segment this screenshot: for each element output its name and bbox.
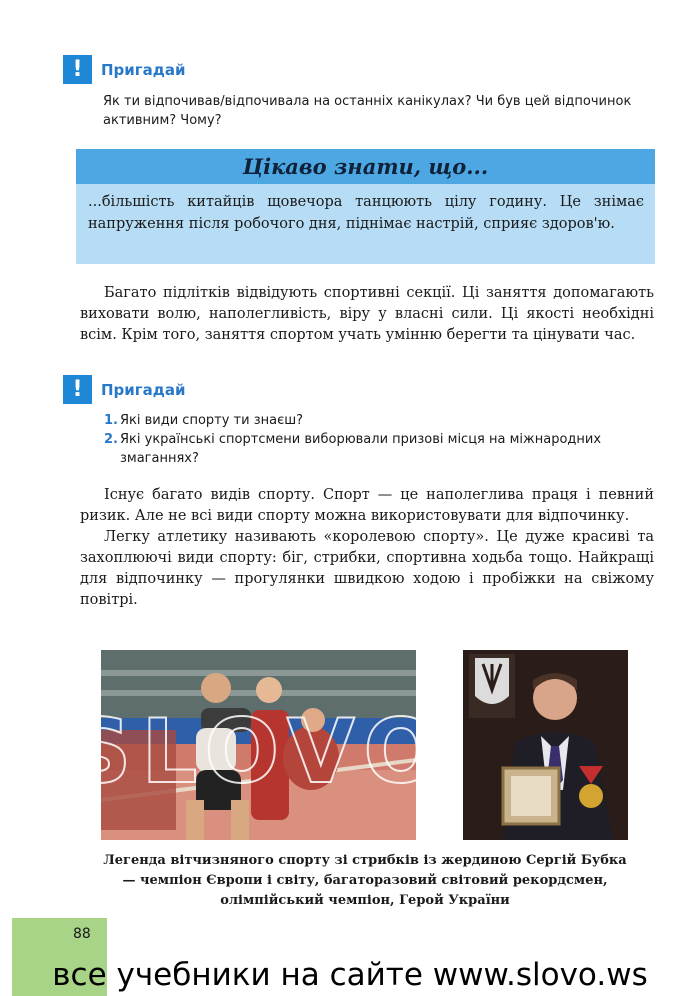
photo-caption: Легенда вітчизняного спорту зі стрибків із жердиною Сергій Бубка — чемпіон Європи і світу, багаторазовий світовий рекордсмен, олімпійський чемпіон, Герой України — [103, 853, 627, 908]
page-number: 88 — [73, 926, 91, 942]
question-item: 1. Які види спорту ти знаєш? — [104, 413, 304, 428]
remind-title: Пригадай — [101, 380, 186, 399]
paragraph-sports-sections: Багато підлітків відвідують спортивні секції. Ці заняття допомагають виховати волю, наполегливість, віру у власні сили. Ці якості необхідні всім. Крім того, заняття спортом учать умінню берегти та цінувати час. — [80, 285, 654, 343]
slovo-watermark: SLOVO — [68, 700, 449, 803]
bubka-portrait-illustration — [463, 650, 628, 840]
remind-header-2 — [63, 375, 186, 404]
photo-serhiy-bubka — [463, 650, 628, 840]
fact-box-title: Цікаво знати, що... — [76, 149, 655, 184]
remind-title: Пригадай — [101, 60, 186, 79]
remind-question: Як ти відпочивав/відпочивала на останніх канікулах? Чи був цей відпочинок активним? Чому? — [103, 94, 632, 128]
site-banner: все учебники на сайте www.slovo.ws — [52, 956, 648, 993]
exclamation-icon: ! — [63, 55, 92, 84]
fact-box-text: ...більшість китайців щовечора танцюють цілу годину. Це знімає напруження після робочого дня, піднімає настрій, сприяє здоров'ю. — [88, 194, 644, 232]
remind-questions — [104, 411, 654, 468]
exclamation-icon: ! — [63, 375, 92, 404]
paragraph-kinds-of-sport: Існує багато видів спорту. Спорт — це наполеглива праця і певний ризик. Але не всі види спорту можна використовувати для відпочинку. Легку атлетику називають «королевою спорту». Це дуже красиві та захоплюючі види спорту: біг, стрибки, спортивна ходьба тощо. Найкращі для відпочинку — прогулянки швидкою ходою і пробіжки на свіжому повітрі. — [80, 487, 654, 608]
question-item: 2. Які українські спортсмени виборювали призові місця на міжнародних змаганнях? — [104, 432, 602, 466]
remind-header-1 — [63, 55, 186, 84]
